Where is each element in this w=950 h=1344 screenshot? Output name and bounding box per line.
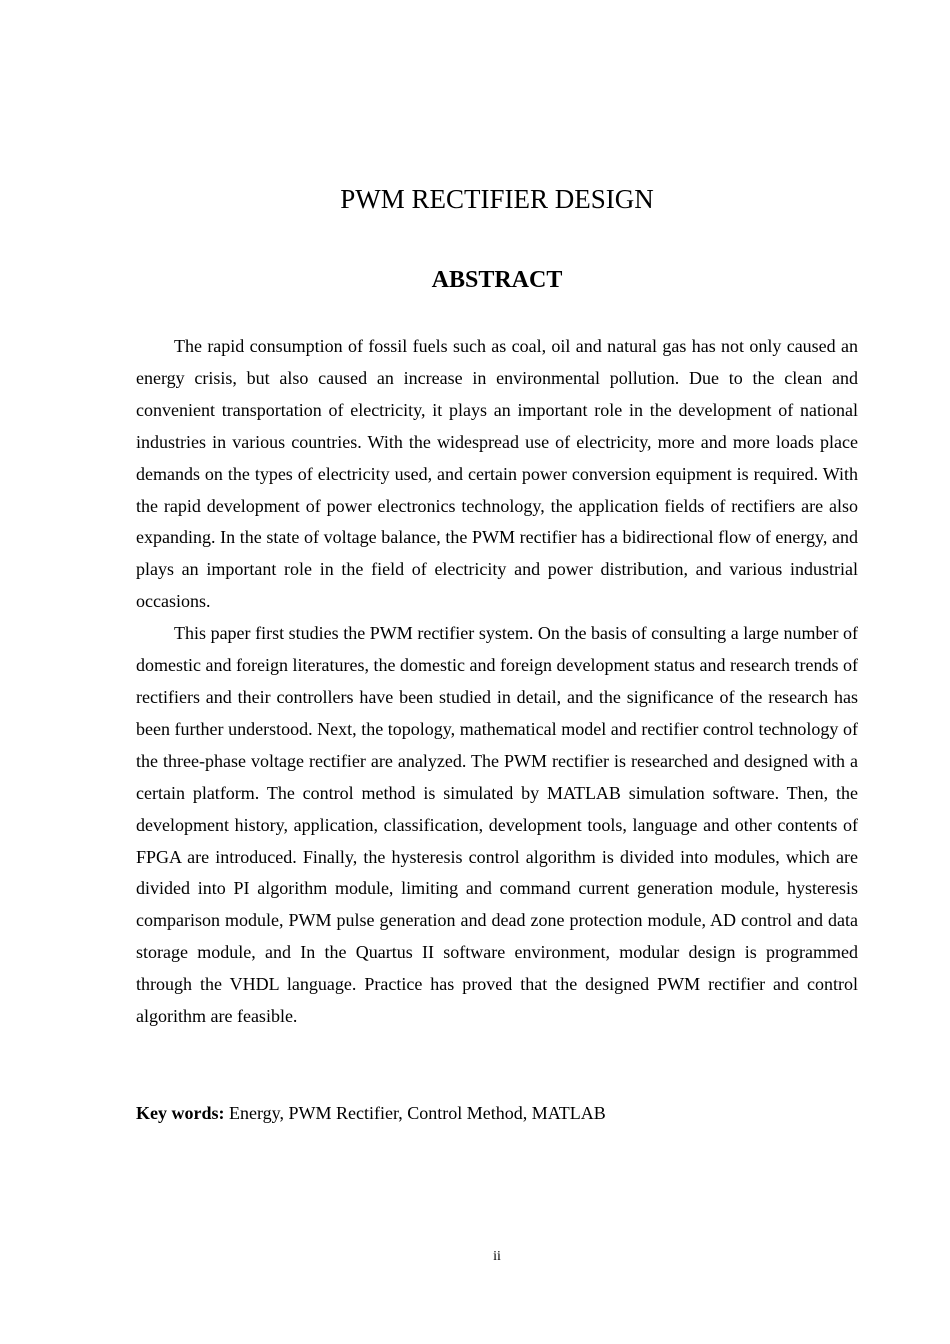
page-number: ii <box>493 1249 501 1264</box>
keywords-line <box>136 1097 858 1129</box>
abstract-heading: ABSTRACT <box>431 267 563 293</box>
document-title: PWM RECTIFIER DESIGN <box>340 184 654 214</box>
keywords-value: Energy, PWM Rectifier, Control Method, MATLAB <box>224 1103 606 1123</box>
abstract-body <box>136 331 858 1033</box>
keywords-label: Key words: <box>136 1103 225 1123</box>
abstract-paragraph-2: This paper first studies the PWM rectifier system. On the basis of consulting a large number of domestic and foreign literatures, the domestic and foreign development status and research trends of rectifiers and their controllers have been studied in detail, and the significance of the research has been further understood. Next, the topology, mathematical model and rectifier control technology of the three-phase voltage rectifier are analyzed. The PWM rectifier is researched and designed with a certain platform. The control method is simulated by MATLAB simulation software. Then, the development history, application, classification, development tools, language and other contents of FPGA are introduced. Finally, the hysteresis control algorithm is divided into modules, which are divided into PI algorithm module, limiting and command current generation module, hysteresis comparison module, PWM pulse generation and dead zone protection module, AD control and data storage module, and In the Quartus II software environment, modular design is programmed through the VHDL language. Practice has proved that the designed PWM rectifier and control algorithm are feasible. <box>136 623 858 1027</box>
abstract-paragraph-1: The rapid consumption of fossil fuels such as coal, oil and natural gas has not only caused an energy crisis, but also caused an increase in environmental pollution. Due to the clean and convenient transportation of electricity, it plays an important role in the development of national industries in various countries. With the widespread use of electricity, more and more loads place demands on the types of electricity used, and certain power conversion equipment is required. With the rapid development of power electronics technology, the application fields of rectifiers are also expanding. In the state of voltage balance, the PWM rectifier has a bidirectional flow of energy, and plays an important role in the field of electricity and power distribution, and various industrial occasions. <box>136 336 858 612</box>
